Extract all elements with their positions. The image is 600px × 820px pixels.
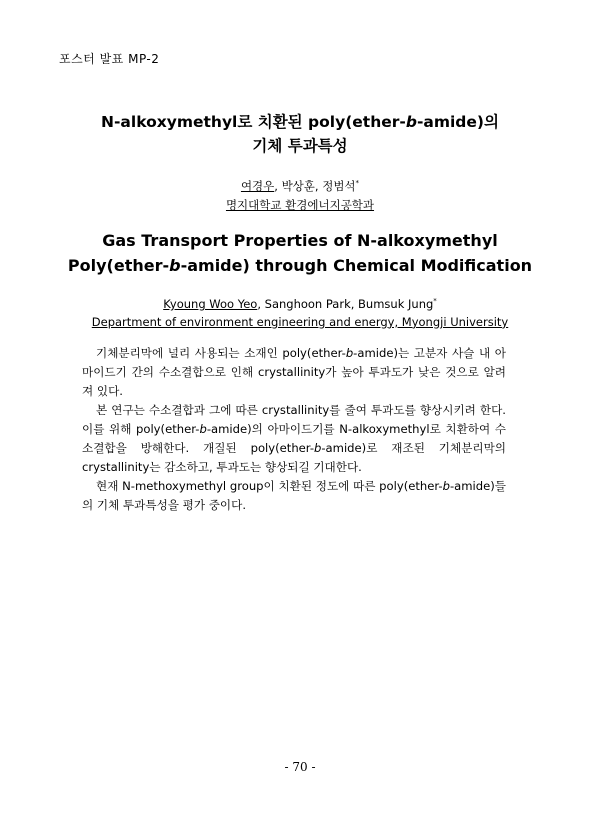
korean-author-list: 여경우, 박상훈, 정범석* [240,178,360,193]
korean-title [0,110,600,158]
english-affiliation: Department of environment engineering and energy, Myongji University [91,314,509,329]
korean-title-line1: N-alkoxymethyl로 치환된 poly(ether-b-amide)의 [101,113,499,131]
english-title [0,228,600,278]
presenting-author-ko: 여경우 [240,178,275,193]
corresponding-mark: * [355,179,360,187]
page-number: - 70 - [284,760,316,774]
presenting-author-en: Kyoung Woo Yeo [163,296,258,311]
korean-affiliation: 명지대학교 환경에너지공학과 [225,197,375,212]
abstract-paragraph-1: 기체분리막에 널리 사용되는 소재인 poly(ether-b-amide)는 고분자 사슬 내 아마이드기 간의 수소결합으로 인해 crystallinity가 높아 투과도가 낮은 것으로 알려져 있다. [82,346,506,398]
corresponding-mark: * [433,297,437,305]
korean-authors [0,174,600,215]
abstract-paragraph-3: 현재 N-methoxymethyl group이 치환된 정도에 따른 poly(ether-b-amide)들의 기체 투과특성을 평가 중이다. [82,479,506,512]
abstract-paragraph-2: 본 연구는 수소결합과 그에 따른 crystallinity를 줄여 투과도를 향상시키려 한다. 이를 위해 poly(ether-b-amide)의 아마이드기를 N-alkoxymethyl로 치환하여 수소결합을 방해한다. 개질된 poly(ether-b-amide)로 재조된 기체분리막의 crystallinity는 감소하고, 투과도는 향상되길 기대한다. [82,403,506,474]
session-label: 포스터 발표 MP-2 [59,52,160,66]
english-title-line1: Gas Transport Properties of N-alkoxymethyl [102,231,498,250]
english-author-list: Kyoung Woo Yeo, Sanghoon Park, Bumsuk Jung* [163,296,437,311]
english-title-line2: Poly(ether-b-amide) through Chemical Modification [67,256,533,275]
english-authors [0,292,600,331]
abstract-body [82,344,506,515]
korean-title-line2: 기체 투과특성 [252,137,348,155]
